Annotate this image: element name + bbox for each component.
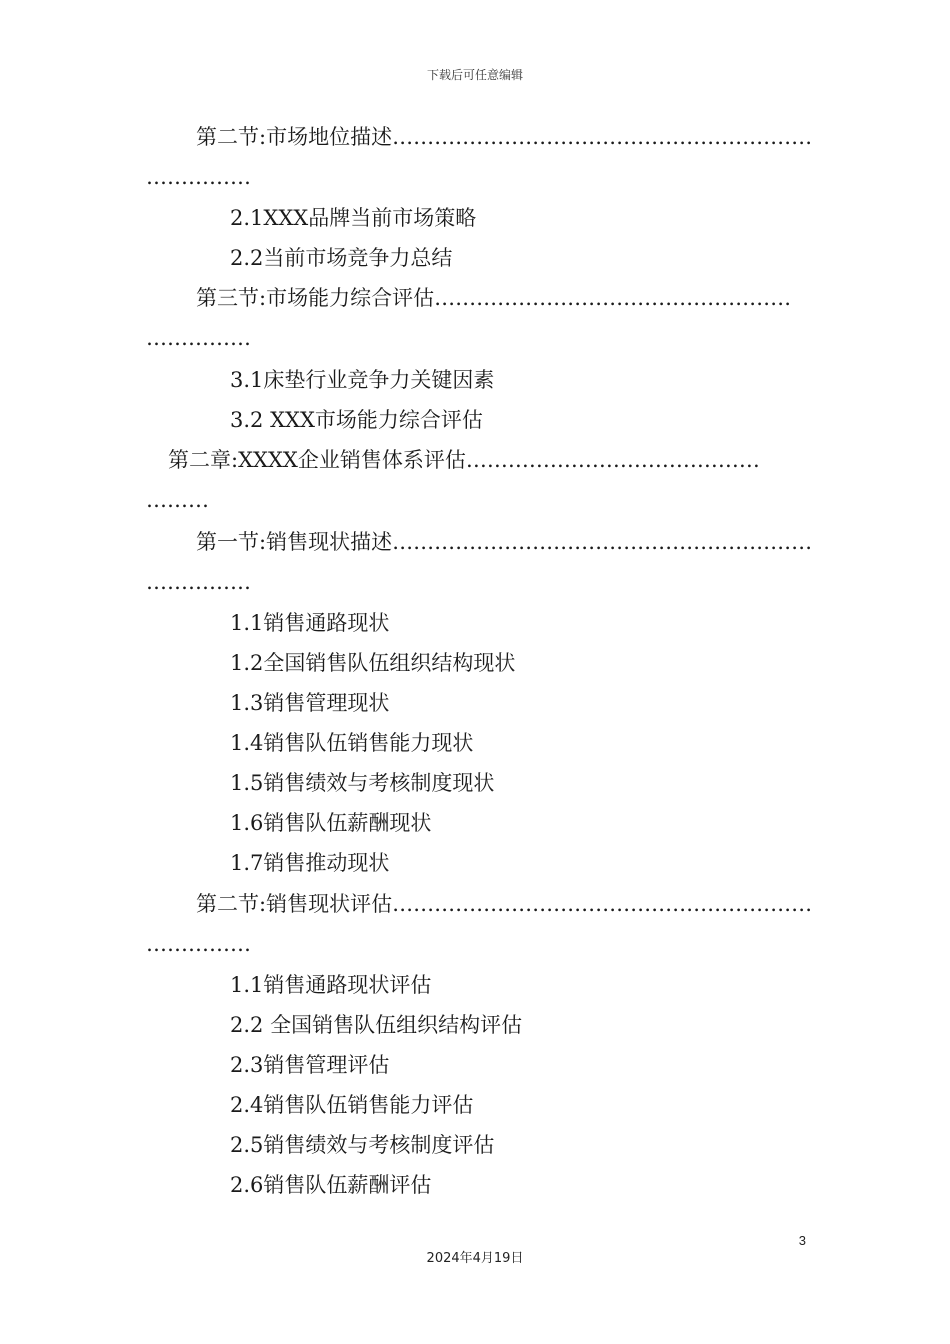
toc-subsection: 2.2当前市场竞争力总结 [230,246,453,270]
toc-subsection: 1.6销售队伍薪酬现状 [230,811,432,835]
toc-leader-dots: …………………………………………………… [392,530,813,554]
toc-subsection: 2.4销售队伍销售能力评估 [230,1093,474,1117]
toc-entry-title: 第三节:市场能力综合评估 [196,286,435,310]
toc-leader-dots-continued: …………… [146,932,251,956]
toc-leader-dots-continued: …………… [146,165,251,189]
toc-subsection: 1.3销售管理现状 [230,691,390,715]
toc-section-heading [196,529,812,555]
toc-subsection: 1.1销售通路现状 [230,611,390,635]
toc-leader-dots-continued: …………… [146,326,251,350]
toc-subsection: 2.2 全国销售队伍组织结构评估 [230,1013,523,1037]
toc-entry-title: 第一节:销售现状描述 [196,530,393,554]
toc-section-heading [196,285,791,311]
toc-entry-title: 第二节:销售现状评估 [196,892,393,916]
toc-leader-dots: …………………………………………………… [392,125,813,149]
toc-subsection: 1.4销售队伍销售能力现状 [230,731,474,755]
page-footer-date: 2024年4月19日 [426,1251,524,1266]
toc-section-heading [196,124,812,150]
toc-subsection: 3.2 XXX市场能力综合评估 [230,408,483,432]
toc-leader-dots: …………………………………………… [434,286,792,310]
toc-entry-title: 第二章:XXXX企业销售体系评估 [168,448,466,472]
toc-subsection: 1.5销售绩效与考核制度现状 [230,771,495,795]
page-header: 下载后可任意编辑 [426,68,523,82]
toc-subsection: 3.1床垫行业竞争力关键因素 [230,368,495,392]
toc-leader-dots: …………………………………… [465,448,760,472]
toc-leader-dots: …………………………………………………… [392,892,813,916]
toc-chapter-heading [168,447,760,473]
toc-leader-dots-continued: …………… [146,570,251,594]
toc-subsection: 1.1销售通路现状评估 [230,973,432,997]
toc-subsection: 2.3销售管理评估 [230,1053,390,1077]
page-number: 3 [798,1233,806,1248]
toc-subsection: 2.1XXX品牌当前市场策略 [230,206,477,230]
toc-section-heading [196,891,812,917]
toc-subsection: 1.2全国销售队伍组织结构现状 [230,651,516,675]
toc-subsection: 2.5销售绩效与考核制度评估 [230,1133,495,1157]
toc-subsection: 1.7销售推动现状 [230,851,390,875]
toc-subsection: 2.6销售队伍薪酬评估 [230,1173,432,1197]
toc-entry-title: 第二节:市场地位描述 [196,125,393,149]
toc-leader-dots-continued: ……… [146,488,209,512]
